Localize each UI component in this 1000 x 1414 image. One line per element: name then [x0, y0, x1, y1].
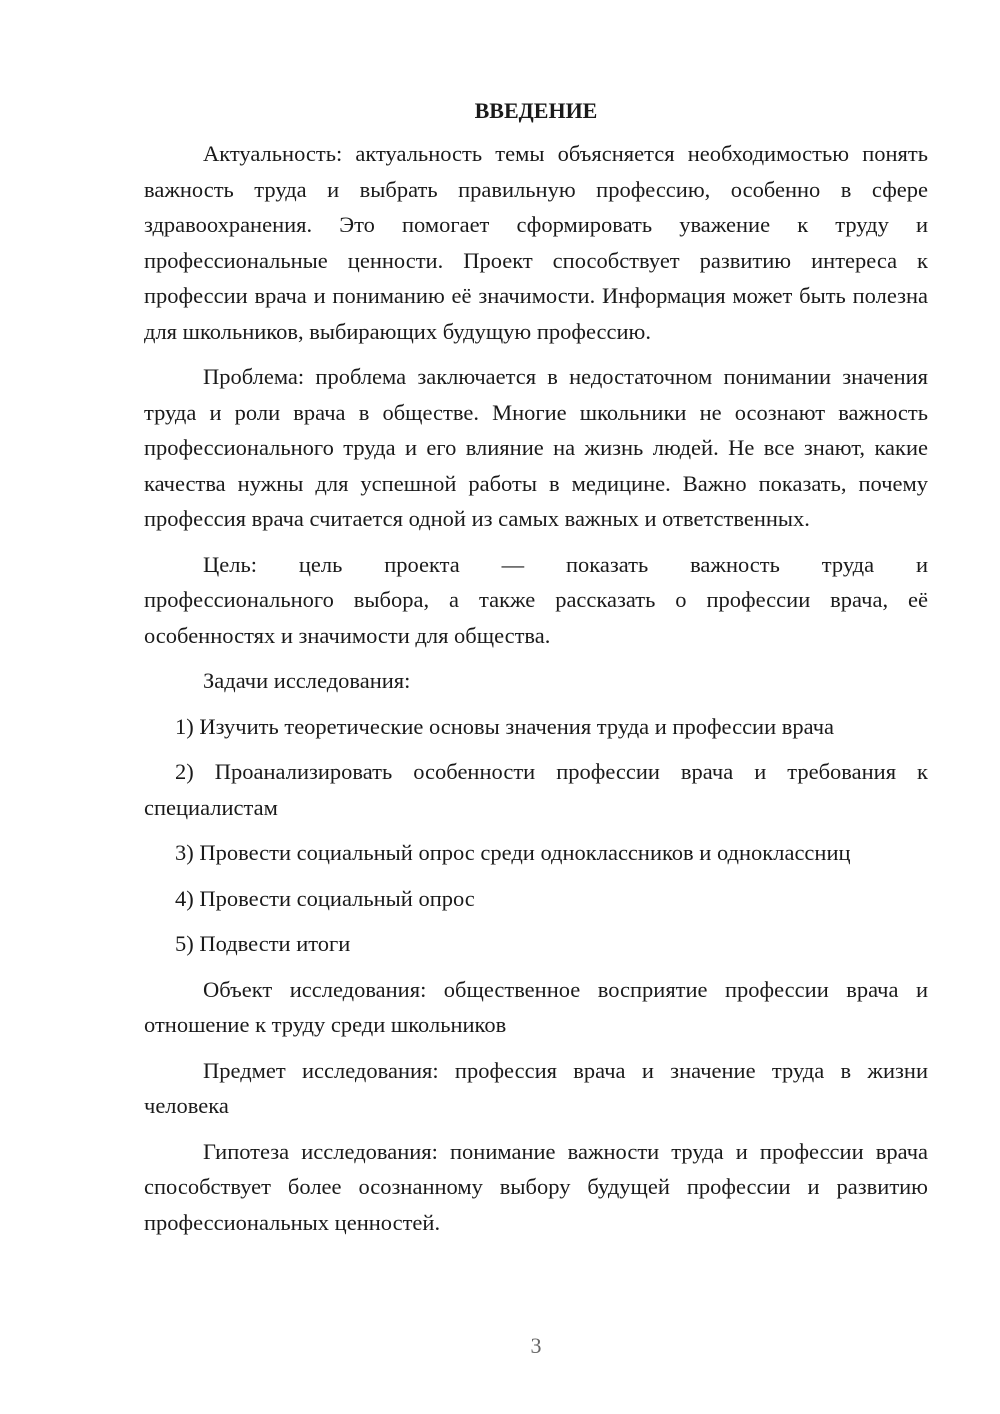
task-item-3: 3) Провести социальный опрос среди одноклассников и одноклассниц — [175, 840, 851, 865]
relevance-paragraph: Актуальность: актуальность темы объясняется необходимостью понять важность труда и выбрать правильную профессию, особенно в сфере здравоохранения. Это помогает сформировать уважение к труду и профессиональные ценности. Проект способствует развитию интереса к профессии врача и пониманию её значимости. Информация может быть полезна для школьников, выбирающих будущую профессию. — [144, 141, 928, 344]
task-item-5: 5) Подвести итоги — [175, 931, 351, 956]
task-item-2: 2) Проанализировать особенности профессии врача и требования к специалистам — [144, 759, 928, 820]
page-number: 3 — [530, 1333, 542, 1358]
subject-paragraph: Предмет исследования: профессия врача и значение труда в жизни человека — [144, 1057, 928, 1118]
page-title: ВВЕДЕНИЕ — [474, 98, 598, 123]
goal-paragraph — [144, 547, 928, 654]
goal-continuation: профессионального выбора, а также рассказать о профессии врача, её особенностях и значимости для общества. — [144, 587, 928, 648]
tasks-label: Задачи исследования: — [203, 668, 411, 693]
object-paragraph: Объект исследования: общественное восприятие профессии врача и отношение к труду среди школьников — [144, 976, 928, 1037]
hypothesis-paragraph: Гипотеза исследования: понимание важности труда и профессии врача способствует более осознанному выбору будущей профессии и развитию профессиональных ценностей. — [144, 1138, 928, 1235]
page-content — [144, 96, 928, 1250]
task-item-1: 1) Изучить теоретические основы значения труда и профессии врача — [175, 713, 835, 739]
task-item-4: 4) Провести социальный опрос — [175, 885, 475, 911]
problem-paragraph: Проблема: проблема заключается в недостаточном понимании значения труда и роли врача в обществе. Многие школьники не осознают важность профессионального труда и его влияние на жизнь людей. Не все знают, какие качества нужны для успешной работы в медицине. Важно показать, почему профессия врача считается одной из самых важных и ответственных. — [144, 364, 928, 531]
goal-first-line: Цель: цель проекта — показать важность труда и — [203, 551, 928, 577]
